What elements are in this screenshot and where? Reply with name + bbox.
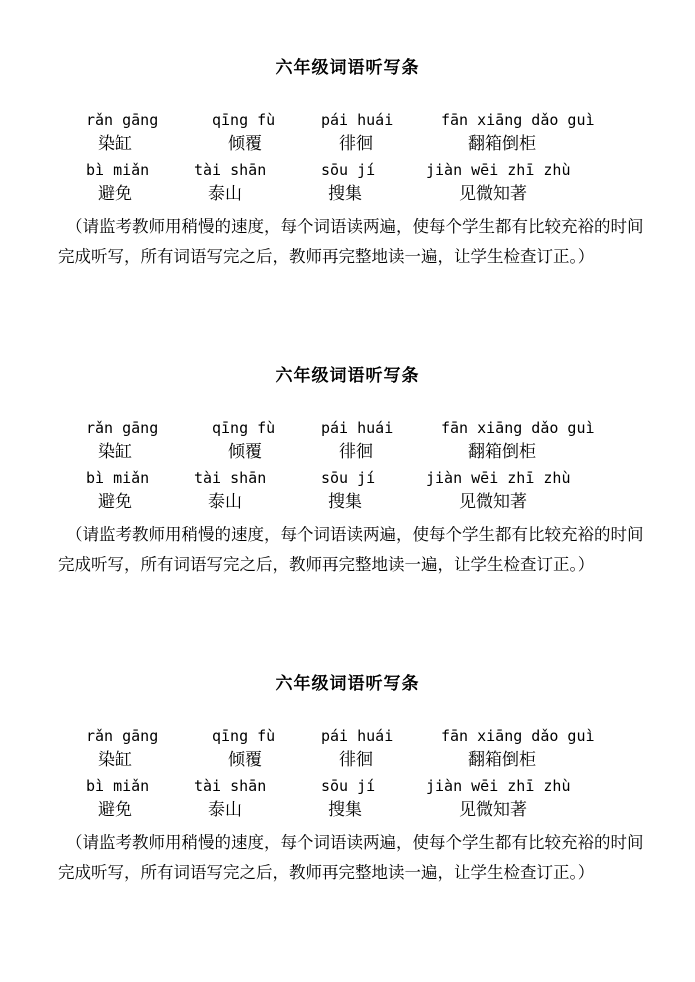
slip-title: 六年级词语听写条 [275, 674, 420, 694]
word-jian-wei-zhi-zhu: 见微知著 [459, 800, 527, 820]
pinyin-ran-gang: rǎn gāng [86, 727, 159, 745]
word-sou-ji: 搜集 [328, 492, 362, 512]
pinyin-bi-mian: bì miǎn [86, 777, 150, 795]
word-jian-wei-zhi-zhu: 见微知著 [459, 184, 527, 204]
word-bi-mian: 避免 [98, 800, 132, 820]
pinyin-jian-wei-zhi-zhu: jiàn wēi zhī zhù [426, 777, 571, 795]
pinyin-pai-huai: pái huái [321, 419, 394, 437]
pinyin-qing-fu: qīng fù [212, 111, 276, 129]
word-pai-huai: 徘徊 [339, 134, 373, 154]
pinyin-ran-gang: rǎn gāng [86, 111, 159, 129]
word-qing-fu: 倾覆 [228, 442, 262, 462]
word-tai-shan: 泰山 [208, 184, 242, 204]
dictation-slip-3 [0, 673, 695, 973]
word-qing-fu: 倾覆 [228, 750, 262, 770]
word-pai-huai: 徘徊 [339, 750, 373, 770]
word-ran-gang: 染缸 [98, 134, 132, 154]
word-tai-shan: 泰山 [208, 800, 242, 820]
slip-title: 六年级词语听写条 [275, 58, 420, 78]
word-ran-gang: 染缸 [98, 750, 132, 770]
pinyin-sou-ji: sōu jí [321, 777, 376, 795]
pinyin-tai-shan: tài shān [194, 469, 267, 487]
pinyin-tai-shan: tài shān [194, 777, 267, 795]
word-fan-xiang-dao-gui: 翻箱倒柜 [468, 134, 536, 154]
word-tai-shan: 泰山 [208, 492, 242, 512]
pinyin-qing-fu: qīng fù [212, 419, 276, 437]
pinyin-pai-huai: pái huái [321, 727, 394, 745]
word-fan-xiang-dao-gui: 翻箱倒柜 [468, 442, 536, 462]
pinyin-tai-shan: tài shān [194, 161, 267, 179]
slip-title: 六年级词语听写条 [275, 366, 420, 386]
word-jian-wei-zhi-zhu: 见微知著 [459, 492, 527, 512]
pinyin-fan-xiang-dao-gui: fān xiāng dǎo guì [441, 727, 595, 745]
pinyin-fan-xiang-dao-gui: fān xiāng dǎo guì [441, 111, 595, 129]
teacher-instructions: （请监考教师用稍慢的速度，每个词语读两遍，使每个学生都有比较充裕的时间完成听写，所有词语写完之后，教师再完整地读一遍，让学生检查订正。） [58, 217, 644, 266]
teacher-instructions: （请监考教师用稍慢的速度，每个词语读两遍，使每个学生都有比较充裕的时间完成听写，所有词语写完之后，教师再完整地读一遍，让学生检查订正。） [58, 833, 644, 882]
pinyin-bi-mian: bì miǎn [86, 469, 150, 487]
teacher-instructions: （请监考教师用稍慢的速度，每个词语读两遍，使每个学生都有比较充裕的时间完成听写，所有词语写完之后，教师再完整地读一遍，让学生检查订正。） [58, 525, 644, 574]
word-qing-fu: 倾覆 [228, 134, 262, 154]
pinyin-sou-ji: sōu jí [321, 161, 376, 179]
word-fan-xiang-dao-gui: 翻箱倒柜 [468, 750, 536, 770]
pinyin-bi-mian: bì miǎn [86, 161, 150, 179]
pinyin-pai-huai: pái huái [321, 111, 394, 129]
pinyin-fan-xiang-dao-gui: fān xiāng dǎo guì [441, 419, 595, 437]
word-sou-ji: 搜集 [328, 184, 362, 204]
word-bi-mian: 避免 [98, 184, 132, 204]
pinyin-jian-wei-zhi-zhu: jiàn wēi zhī zhù [426, 161, 571, 179]
word-sou-ji: 搜集 [328, 800, 362, 820]
word-bi-mian: 避免 [98, 492, 132, 512]
dictation-slip-2 [0, 365, 695, 665]
pinyin-ran-gang: rǎn gāng [86, 419, 159, 437]
pinyin-jian-wei-zhi-zhu: jiàn wēi zhī zhù [426, 469, 571, 487]
word-pai-huai: 徘徊 [339, 442, 373, 462]
pinyin-sou-ji: sōu jí [321, 469, 376, 487]
pinyin-qing-fu: qīng fù [212, 727, 276, 745]
dictation-slip-1 [0, 57, 695, 357]
word-ran-gang: 染缸 [98, 442, 132, 462]
